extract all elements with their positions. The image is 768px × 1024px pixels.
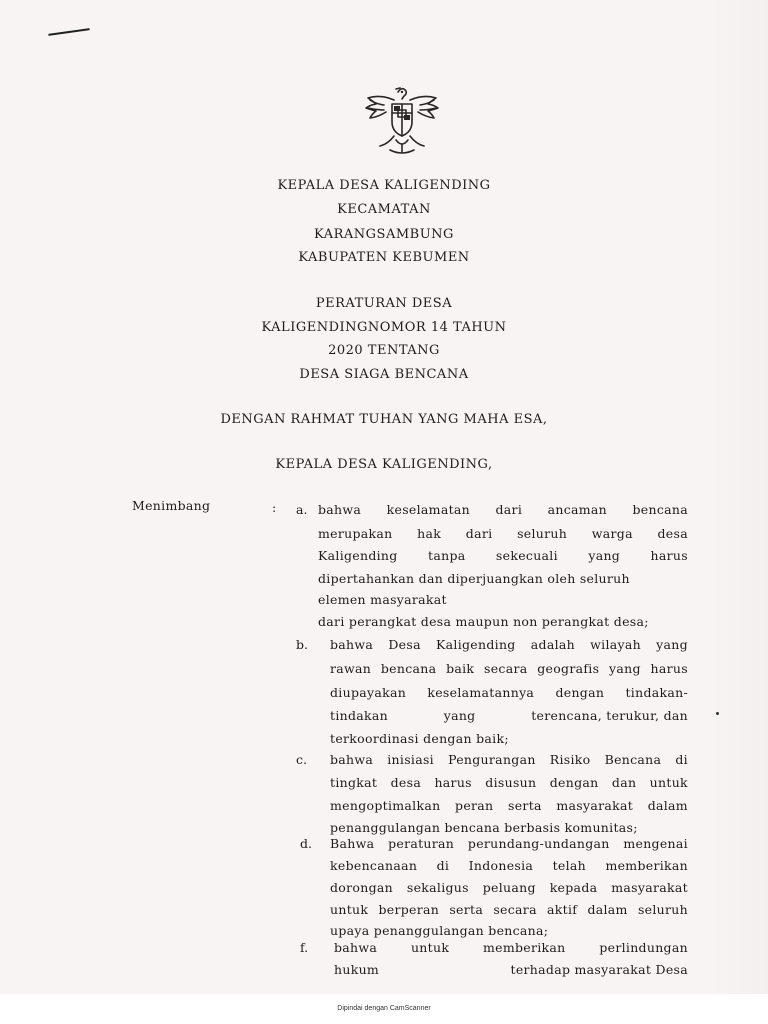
line-word: seluruh — [637, 902, 688, 917]
item-line: upaya penanggulangan bencana; — [330, 923, 549, 938]
item-line — [330, 708, 688, 723]
item-line — [318, 526, 688, 541]
speck-mark — [716, 712, 719, 715]
line-word: bahwa — [334, 940, 378, 955]
garuda-emblem-icon — [360, 82, 444, 160]
line-word: di — [436, 858, 450, 873]
item-line: elemen masyarakat — [318, 592, 447, 607]
line-word: mengoptimalkan — [330, 798, 441, 813]
line-word: perlindungan — [599, 940, 688, 955]
item-letter: f. — [300, 940, 309, 955]
line-word: keselamatannya — [427, 685, 535, 700]
line-word: bencana — [632, 502, 688, 517]
line-word: terhadap masyarakat Desa — [510, 962, 688, 977]
line-word: untuk — [649, 775, 688, 790]
line-word: masyarakat — [611, 880, 688, 895]
line-word: yang — [443, 708, 476, 723]
line-word: mengenai — [623, 836, 688, 851]
line-word: Indonesia — [468, 858, 534, 873]
line-word: desa — [657, 526, 688, 541]
line-word: harus — [650, 661, 688, 676]
line-word: keselamatan — [386, 502, 471, 517]
line-word: untuk — [330, 902, 369, 917]
line-word: secara — [484, 661, 528, 676]
line-word: peran — [455, 798, 494, 813]
line-word: dorongan — [330, 880, 393, 895]
header-line-4: KABUPATEN KEBUMEN — [298, 250, 470, 265]
line-word: perundang-undangan — [467, 836, 610, 851]
line-word: geografis — [537, 661, 600, 676]
regulation-line-4: DESA SIAGA BENCANA — [299, 367, 469, 382]
line-word: peraturan — [388, 836, 455, 851]
scanner-watermark: Dipindai dengan CamScanner — [337, 1005, 431, 1012]
line-word: memberikan — [482, 940, 566, 955]
line-word: Desa — [388, 637, 421, 652]
line-word: Kaligending — [436, 637, 516, 652]
line-word: hukum — [334, 962, 380, 977]
invocation: DENGAN RAHMAT TUHAN YANG MAHA ESA, — [220, 412, 548, 427]
line-word: sekecuali — [495, 548, 558, 563]
line-word: diupayakan — [330, 685, 407, 700]
line-word: Pengurangan — [448, 752, 536, 767]
regulation-line-2: KALIGENDINGNOMOR 14 TAHUN — [261, 320, 507, 335]
considering-colon: : — [272, 500, 277, 515]
line-word: Bahwa — [330, 836, 375, 851]
line-word: adalah — [530, 637, 575, 652]
line-word: di — [675, 752, 688, 767]
line-word: bahwa — [330, 637, 374, 652]
line-word: Kaligending — [318, 548, 398, 563]
item-line — [330, 661, 688, 676]
line-word: aktif — [547, 902, 578, 917]
header-line-1: KEPALA DESA KALIGENDING — [277, 178, 491, 193]
line-word: rawan — [330, 661, 372, 676]
item-line: dari perangkat desa maupun non perangkat desa; — [318, 614, 649, 629]
line-word: wilayah — [590, 637, 641, 652]
line-word: kebencanaan — [330, 858, 418, 873]
line-word: masyarakat — [556, 798, 634, 813]
line-word: baik — [446, 661, 475, 676]
considering-label: Menimbang — [132, 498, 211, 513]
item-line — [330, 637, 688, 652]
line-word: merupakan — [318, 526, 393, 541]
item-line — [334, 940, 688, 955]
line-word: yang — [656, 637, 688, 652]
line-word: tanpa — [428, 548, 466, 563]
line-word: peluang — [482, 880, 536, 895]
line-word: secara — [493, 902, 537, 917]
regulation-line-1: PERATURAN DESA — [315, 296, 453, 311]
line-word: inisiasi — [387, 752, 434, 767]
item-line — [330, 775, 688, 790]
item-letter: c. — [296, 752, 307, 767]
line-word: disusun — [485, 775, 537, 790]
line-word: ancaman — [547, 502, 608, 517]
item-line — [330, 836, 688, 851]
item-line: terkoordinasi dengan baik; — [330, 731, 509, 746]
line-word: memberikan — [605, 858, 688, 873]
item-line — [330, 685, 688, 700]
line-word: dengan — [555, 685, 605, 700]
line-word: serta — [508, 798, 542, 813]
line-word: dalam — [587, 902, 628, 917]
scan-shadow — [708, 0, 768, 1000]
line-word: berperan — [378, 902, 440, 917]
line-word: tingkat — [330, 775, 378, 790]
item-line — [318, 548, 688, 563]
line-word: Bencana — [604, 752, 662, 767]
line-word: terencana, terukur, dan — [531, 708, 688, 723]
item-line — [330, 902, 688, 917]
line-word: dengan — [549, 775, 599, 790]
line-word: Risiko — [549, 752, 591, 767]
header-line-2: KECAMATAN — [337, 202, 431, 217]
line-word: bencana — [380, 661, 437, 676]
item-line — [318, 502, 688, 517]
header-line-3: KARANGSAMBUNG — [314, 227, 454, 242]
item-letter: d. — [300, 836, 312, 851]
line-word: yang — [609, 661, 641, 676]
item-line — [330, 798, 688, 813]
item-line: dipertahankan dan diperjuangkan oleh seluruh — [318, 571, 630, 586]
line-word: bahwa — [330, 752, 374, 767]
item-line: penanggulangan bencana berbasis komunitas; — [330, 820, 638, 835]
item-line — [330, 858, 688, 873]
line-word: kepada — [549, 880, 598, 895]
item-line — [330, 752, 688, 767]
line-word: sekaligus — [406, 880, 469, 895]
line-word: dari — [495, 502, 523, 517]
line-word: yang — [588, 548, 621, 563]
line-word: harus — [434, 775, 472, 790]
line-word: tindakan- — [625, 685, 688, 700]
line-word: warga — [591, 526, 633, 541]
line-word: serta — [449, 902, 484, 917]
line-word: bahwa — [318, 502, 362, 517]
line-word: dari — [465, 526, 493, 541]
line-word: seluruh — [517, 526, 568, 541]
item-line — [330, 880, 688, 895]
line-word: harus — [650, 548, 688, 563]
item-letter: b. — [296, 637, 308, 652]
line-word: dalam — [647, 798, 688, 813]
line-word: hak — [417, 526, 442, 541]
line-word: dan — [611, 775, 637, 790]
regulation-line-3: 2020 TENTANG — [328, 343, 440, 358]
line-word: desa — [390, 775, 422, 790]
item-letter: a. — [296, 502, 308, 517]
issuer: KEPALA DESA KALIGENDING, — [275, 457, 493, 472]
item-line — [334, 962, 688, 977]
line-word: untuk — [410, 940, 450, 955]
line-word: tindakan — [330, 708, 389, 723]
line-word: telah — [552, 858, 587, 873]
pen-mark — [48, 28, 90, 36]
